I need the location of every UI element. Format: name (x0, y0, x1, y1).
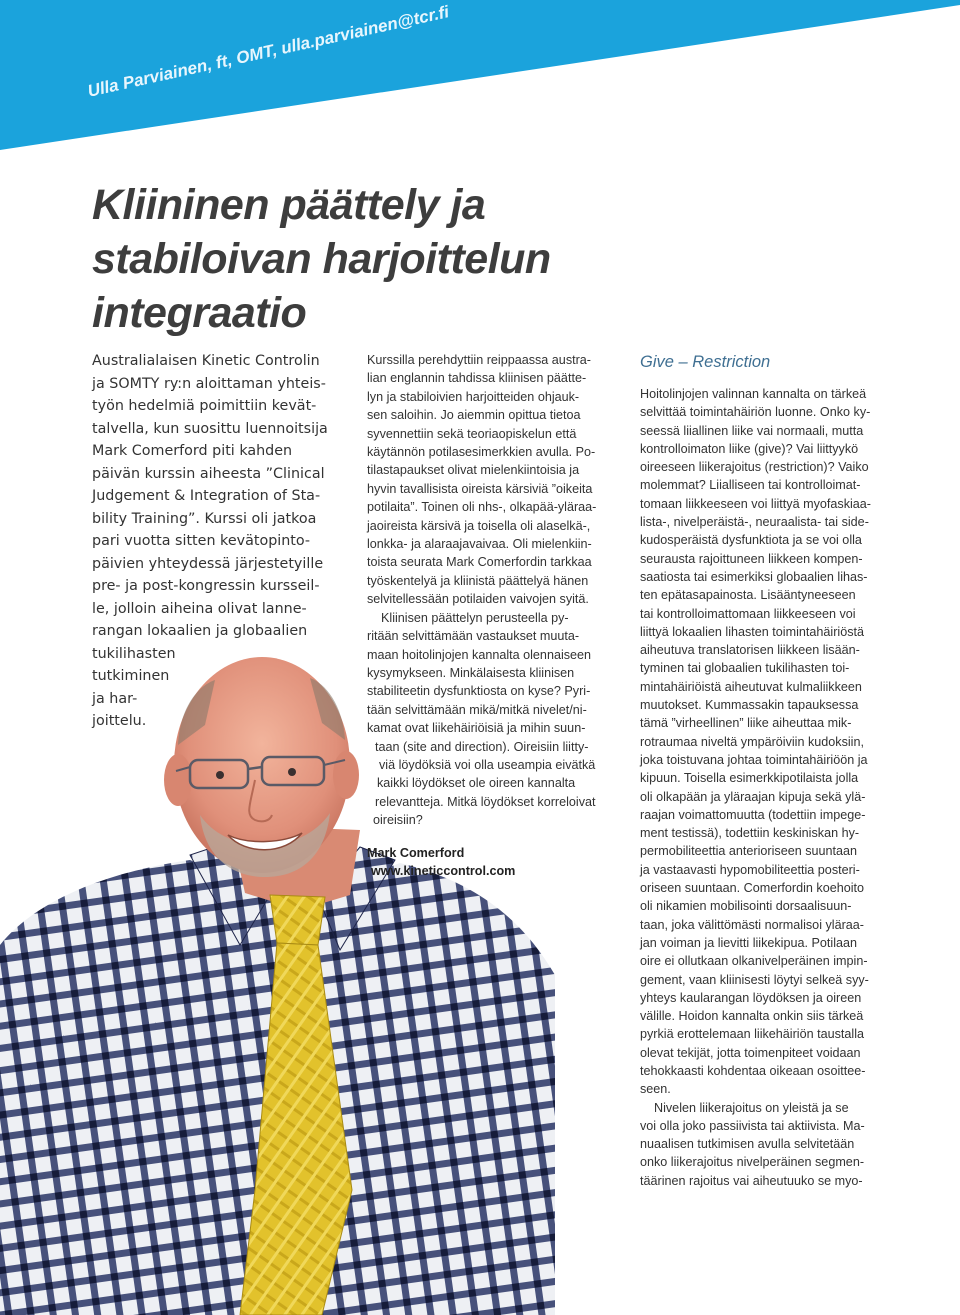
paragraph-line: hyvin tavallisista oireista kärsiviä ”oikeita (367, 481, 593, 496)
paragraph-line: kamat ovat liikehäiriöisiä ja mihin suun- (367, 721, 586, 736)
paragraph-line: tilastapaukset olivat mielenkiintoisia ja (367, 463, 580, 478)
paragraph-line: potilaita”. Toinen oli nhs-, olkapää-yläraa- (367, 500, 597, 515)
paragraph-line: välille. Hoidon kannalta onkin siis tärkeä (640, 1009, 864, 1024)
lead-line: pre- ja post-kongressin kursseil- (92, 578, 320, 594)
paragraph-line: liittyä lokaalien lihasten toimintahäiriöstä (640, 624, 865, 639)
paragraph-line: tämä ”virheellinen” liike aiheuttaa mik- (640, 716, 852, 731)
lead-line: talvella, kun suosittu luennoitsija (92, 420, 328, 437)
lead-line: ja SOMTY ry:n aloittaman yhteis- (92, 375, 326, 392)
lead-line: Australialaisen Kinetic Controlin (92, 353, 320, 369)
paragraph-line: Hoitolinjojen valinnan kannalta on tärkeä (640, 387, 867, 401)
lead-line: Mark Comerford piti kahden (92, 443, 293, 459)
paragraph-line: ment testissä), todettiin keskiniskan hy- (640, 826, 860, 841)
lead-line: päivän kurssin aiheesta ”Clinical (92, 465, 325, 482)
paragraph-line: oriseen suuntaan. Comerfordin koehoito (640, 881, 865, 896)
article-title (92, 178, 712, 340)
paragraph-line: lonkka- ja alaraajavaivaa. Oli mielenkiin- (367, 537, 592, 552)
paragraph-line: syvennettiin sekä teoriaopiskelun että (367, 426, 577, 441)
paragraph-line: aiheutuva translatorisen liikkeen lisään- (640, 643, 860, 658)
paragraph-line: ritään selvittämään vastaukset muuta- (367, 629, 580, 644)
author-byline: Ulla Parviainen, ft, OMT, ulla.parviainen@tcr.fi (85, 2, 451, 101)
paragraph-line: Nivelen liikerajoitus on yleistä ja se (640, 1100, 849, 1115)
paragraph-line: ja vastaavasti hypomobiliteettia posteri- (640, 862, 860, 877)
lead-line: päivien yhteydessä järjestetyille (92, 555, 324, 572)
paragraph-line: jan voiman ja lievitti liikekipua. Potilaan (640, 935, 858, 950)
paragraph-line: molemmat? Liialliseen tai kontrolloimat- (640, 478, 861, 493)
lead-line: työn hedelmiä poimittiin kevät- (92, 398, 317, 414)
paragraph-line: relevantteja. Mitkä löydökset korreloivat (375, 794, 596, 809)
paragraph-line: kysymykseen. Minkälaisesta kliinisen (367, 665, 575, 680)
paragraph-line: Kurssilla perehdyttiin reippaassa austra- (367, 353, 592, 367)
paragraph-line: kaikki löydökset ole oireen kannalta (377, 776, 576, 791)
paragraph-line: viä löydöksiä voi olla useampia eivätkä (379, 757, 596, 772)
lead-line: joittelu. (92, 713, 147, 729)
article-column-2 (367, 351, 617, 881)
article-column-3 (640, 351, 892, 1190)
paragraph-line: jaoireista kärsivä ja toisella oli alaselkä-, (367, 518, 591, 533)
paragraph-line: raajan voimattomuutta (todettiin impege- (640, 807, 866, 822)
paragraph-line: käytännön potilasesimerkkien avulla. Po- (367, 445, 596, 460)
paragraph-line: muutokset. Kummassakin tapauksessa (640, 698, 859, 713)
paragraph-line: selvitellessään potilaiden vaivojen syitä. (367, 592, 589, 607)
title-line: Kliininen päättely ja (92, 181, 486, 229)
paragraph-line: gement, vaan kliinisesti löytyi selkeä syy- (640, 972, 869, 987)
paragraph-line: oire ei ollutkaan olkanivelperäinen impin- (640, 954, 868, 969)
paragraph-line: lista-, nivelperäistä-, neuraalista- tai side- (640, 515, 869, 530)
paragraph-line: rotraumaa niveltä ympäröiviin kudoksiin, (640, 734, 864, 749)
paragraph-line: lyn ja stabiloivien harjoitteiden ohjauk- (367, 389, 580, 404)
paragraph-line: tomaan liikkeeseen voi liittyä myofaskiaa- (640, 496, 871, 511)
paragraph-line: mintahäiriöistä aiheutuvat kulmaliikkeen (640, 679, 862, 694)
paragraph-line: kontrolloimaton liike (give)? Vai liittyykö (640, 441, 859, 456)
paragraph-line: yhteys kaularangan löydöksen ja oireen (640, 990, 862, 1005)
paragraph-line: nuaalisen tutkimisen avulla selvitetään (640, 1137, 855, 1152)
lead-line: pari vuotta sitten kevätopinto- (92, 533, 311, 549)
paragraph-line: työskentelyä ja kliinistä päättelyä hänen (367, 573, 589, 588)
paragraph-line: Kliinisen päättelyn perusteella py- (367, 610, 569, 625)
paragraph-line: pyrkiä erottelemaan liikehäiriön taustalla (640, 1027, 865, 1042)
lead-line: rangan lokaalien ja globaalien (92, 623, 308, 639)
paragraph-line: seen. (640, 1082, 671, 1097)
paragraph-line: oireisiin? (373, 813, 423, 828)
lead-line: tutkiminen (92, 668, 170, 684)
paragraph-line: tehokkaasti kohdentaa oikeaan osoittee- (640, 1063, 866, 1078)
paragraph-line: tai kontrolloimattomaan liikkeeseen voi (640, 606, 856, 621)
paragraph-line: stabiliteetin dysfunktiosta on kyse? Pyri- (367, 684, 591, 699)
title-line: integraatio (92, 289, 307, 337)
author-signature (367, 844, 617, 881)
paragraph-line: oli nikamien mobilisointi dorsaalisuun- (640, 899, 852, 914)
lead-line: ja har- (92, 690, 138, 707)
paragraph-line: oli olkapään ja yläraajan kipuja sekä ylä- (640, 789, 866, 804)
lead-line: Judgement & Integration of Sta- (92, 488, 321, 504)
paragraph-line: toista seurata Mark Comerfordin tarkkaa (367, 555, 592, 570)
paragraph-line: tään selvittämään mikä/mitkä nivelet/ni- (367, 702, 587, 717)
paragraph-line: saatiosta tai esimerkiksi globaalien lihas- (640, 569, 868, 584)
paragraph-line: voi olla joko passiivista tai aktiivista. Ma- (640, 1118, 865, 1133)
signature-name: Mark Comerford (367, 845, 465, 860)
paragraph-line: selvittää toimintahäiriön luonne. Onko ky- (640, 405, 871, 420)
paragraph-line: oireeseen liikerajoitus (restriction)? Vaiko (640, 460, 869, 475)
paragraph-line: onko liikerajoitus nivelperäinen segmen- (640, 1155, 865, 1170)
paragraph-line: taan, joka välittömästi normalisoi yläraa- (640, 917, 864, 932)
title-line: stabiloivan harjoittelun (92, 235, 551, 283)
lead-line: bility Training”. Kurssi oli jatkoa (92, 510, 317, 527)
paragraph-line: seurausta rajoittuneen liikkeen kompen- (640, 551, 863, 566)
paragraph-line: taan (site and direction). Oireisiin liitty- (375, 739, 589, 754)
paragraph-line: täärinen rajoitus vai aiheutuuko se myo- (640, 1173, 863, 1188)
paragraph-line: tyminen tai globaalien tukilihasten toi- (640, 661, 850, 676)
lead-line: tukilihasten (92, 645, 176, 662)
lead-line: le, jolloin aiheina olivat lanne- (92, 600, 307, 617)
paragraph-line: kudosperäistä dysfunktiota ja se voi olla (640, 533, 862, 548)
section-heading: Give – Restriction (640, 353, 771, 371)
paragraph-line: sen saloihin. Jo aiemmin opittua tietoa (367, 408, 581, 423)
signature-url: www.kineticcontrol.com (371, 864, 516, 879)
paragraph-line: kipuun. Toisella esimerkkipotilaista jolla (640, 771, 859, 786)
paragraph-line: olevat tekijät, jotta toimenpiteet voidaan (640, 1045, 861, 1060)
paragraph-line: seessä liiallinen liike vai normaali, mutta (640, 423, 864, 438)
paragraph-line: ten epätasapainosta. Lisääntyneeseen (640, 588, 856, 603)
paragraph-line: joka toistuvana johtaa toimintahäiriöön ja (640, 752, 868, 767)
paragraph-line: permobiliteettia anterioriseen suuntaan (640, 844, 858, 859)
paragraph-line: lian englannin tahdissa kliinisen päätte- (367, 371, 587, 386)
paragraph-line: maan hoitolinjojen kannalta olennaiseen (367, 647, 592, 662)
